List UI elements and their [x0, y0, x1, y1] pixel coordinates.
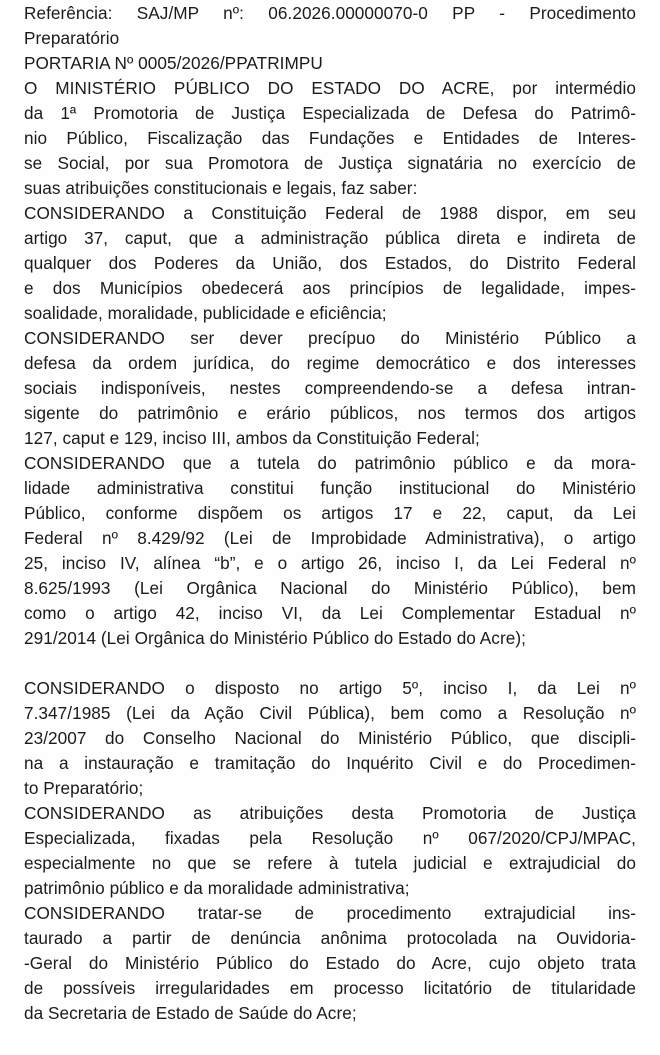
considerando-line: patrimônio público e da moralidade administrativa; — [24, 878, 410, 898]
considerando-line: na a instauração e tramitação do Inquérito Civil e do Procedimen- — [24, 753, 636, 773]
considerando-line: 25, inciso IV, alínea “b”, e o artigo 26, inciso I, da Lei Federal nº — [24, 553, 636, 573]
considerando-line: 7.347/1985 (Lei da Ação Civil Pública), bem como a Resolução nº — [24, 703, 636, 723]
considerando-line: taurado a partir de denúncia anônima protocolada na Ouvidoria- — [24, 928, 636, 948]
considerando-line: 8.625/1993 (Lei Orgânica Nacional do Ministério Público), bem — [24, 578, 636, 598]
considerando-line: defesa da ordem jurídica, do regime democrático e dos interesses — [24, 353, 636, 373]
considerando-line: qualquer dos Poderes da União, dos Estados, do Distrito Federal — [24, 253, 636, 273]
portaria-title: PORTARIA Nº 0005/2026/PPATRIMPU — [24, 53, 323, 73]
considerando-line: CONSIDERANDO tratar-se de procedimento extrajudicial ins- — [24, 903, 636, 923]
considerando-line: sociais indisponíveis, nestes compreendendo-se a defesa intran- — [24, 378, 636, 398]
intro-line: se Social, por sua Promotora de Justiça signatária no exercício de — [24, 153, 636, 173]
considerando-line: 127, caput e 129, inciso III, ambos da Constituição Federal; — [24, 428, 480, 448]
considerando-line: CONSIDERANDO as atribuições desta Promotoria de Justiça — [24, 803, 636, 823]
intro-line: O MINISTÉRIO PÚBLICO DO ESTADO DO ACRE, por intermédio — [24, 78, 636, 98]
considerando-line: to Preparatório; — [24, 778, 144, 798]
considerando-line: sigente do patrimônio e erário públicos, nos termos dos artigos — [24, 403, 636, 423]
considerando-line: artigo 37, caput, que a administração pública direta e indireta de — [24, 228, 636, 248]
considerando-line: como o artigo 42, inciso VI, da Lei Complementar Estadual nº — [24, 603, 636, 623]
considerando-line: especialmente no que se refere à tutela judicial e extrajudicial do — [24, 853, 636, 873]
considerando-line: CONSIDERANDO que a tutela do patrimônio público e da mora- — [24, 453, 636, 473]
considerando-line: CONSIDERANDO o disposto no artigo 5º, inciso I, da Lei nº — [24, 678, 636, 698]
intro-line: nio Público, Fiscalização das Fundações e Entidades de Interes- — [24, 128, 636, 148]
considerando-line: CONSIDERANDO a Constituição Federal de 1988 dispor, em seu — [24, 203, 636, 223]
considerando-line: e dos Municípios obedecerá aos princípios de legalidade, impes- — [24, 278, 636, 298]
reference-line: Preparatório — [24, 28, 120, 48]
considerando-line: -Geral do Ministério Público do Estado do Acre, cujo objeto trata — [24, 953, 636, 973]
considerando-line: CONSIDERANDO ser dever precípuo do Ministério Público a — [24, 328, 636, 348]
considerando-line: 291/2014 (Lei Orgânica do Ministério Público do Estado do Acre); — [24, 628, 526, 648]
intro-line: suas atribuições constitucionais e legais, faz saber: — [24, 178, 418, 198]
reference-line: Referência: SAJ/MP nº: 06.2026.00000070-0 PP - Procedimento — [24, 3, 636, 23]
considerando-line: da Secretaria de Estado de Saúde do Acre; — [24, 1003, 357, 1023]
considerando-line: soalidade, moralidade, publicidade e eficiência; — [24, 303, 387, 323]
considerando-line: 23/2007 do Conselho Nacional do Ministério Público, que discipli- — [24, 728, 636, 748]
considerando-line: lidade administrativa constitui função institucional do Ministério — [24, 478, 636, 498]
considerando-line: Federal nº 8.429/92 (Lei de Improbidade Administrativa), o artigo — [24, 528, 636, 548]
considerando-line: Público, conforme dispõem os artigos 17 e 22, caput, da Lei — [24, 503, 636, 523]
considerando-line: de possíveis irregularidades em processo licitatório de titularidade — [24, 978, 636, 998]
considerando-line: Especializada, fixadas pela Resolução nº 067/2020/CPJ/MPAC, — [24, 828, 636, 848]
intro-line: da 1ª Promotoria de Justiça Especializada de Defesa do Patrimô- — [24, 103, 636, 123]
